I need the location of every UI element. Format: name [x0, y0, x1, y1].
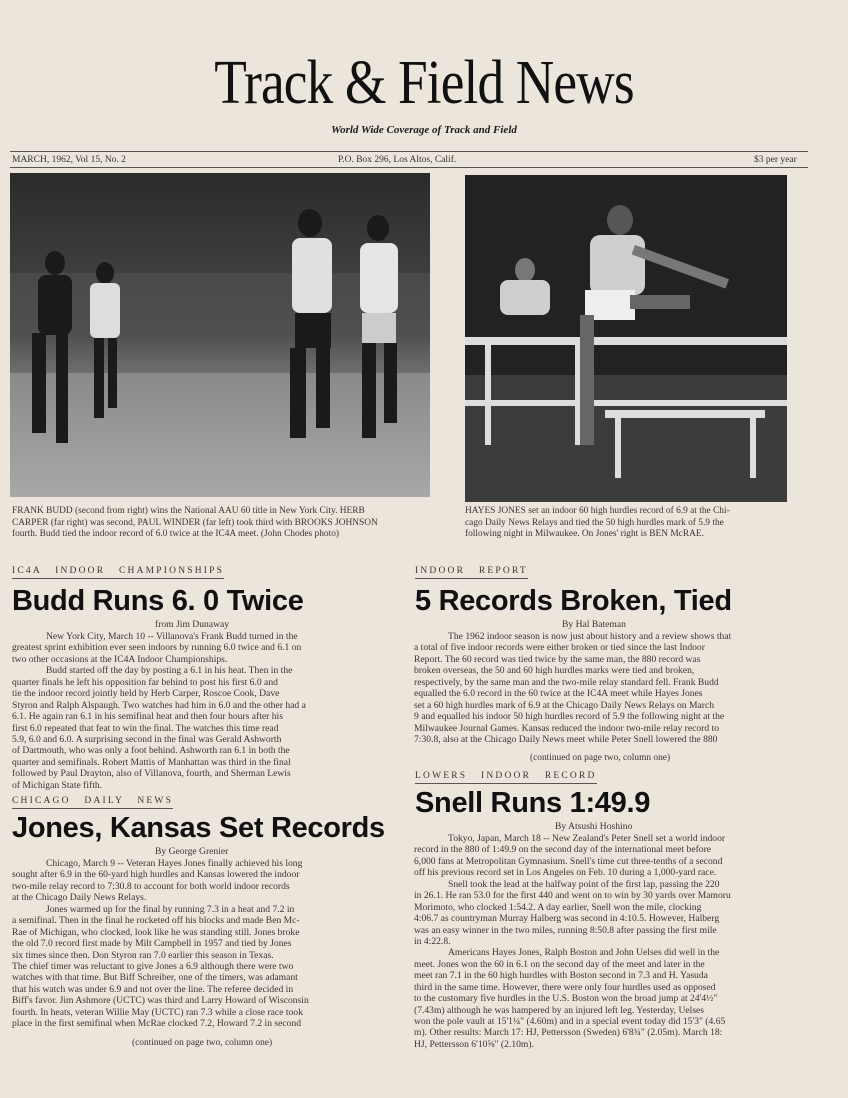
body-line: HJ, Pettersson 6'10⅝" (2.10m).: [414, 1038, 534, 1050]
caption-line: FRANK BUDD (second from right) wins the National AAU 60 title in New York City. HERB: [12, 506, 365, 516]
body-line: third in the same time. However, there were only four hurdles used as opposed: [414, 981, 716, 993]
body-line: Report. The 60 record was tied twice by the same man, the 880 record was: [414, 653, 701, 665]
body-line: fourth. In heats, veteran Willie May (UCTC) ran 7.3 while a close race took: [12, 1006, 303, 1018]
body-line: a total of five indoor records were either broken or tied since the last Indoor: [414, 642, 705, 654]
body-line: Styron and Ralph Alspaugh. Two watches had him in 6.0 and the other had a: [12, 699, 306, 711]
body-line: two other occasions at the IC4A Indoor Championships.: [12, 653, 228, 665]
body-line: was an easy winner in the two miles, running 8:50.8 after passing the first mile: [414, 924, 717, 936]
body-line: of Dartmouth, who was only a foot behind. Ashworth ran 6.1 in both the: [12, 745, 290, 757]
body-line: Chicago, March 9 -- Veteran Hayes Jones finally achieved his long: [46, 858, 303, 869]
body-line: 4:06.7 as countryman Murray Halberg was second in 4:10.5. However, Halberg: [414, 913, 720, 925]
article-kicker: CHICAGO DAILY NEWS: [12, 796, 173, 809]
sprint-photo-image: [10, 173, 430, 497]
continued-note: (continued on page two, column one): [132, 1038, 273, 1048]
left-photo-caption: [12, 506, 378, 541]
body-line: 5.9, 6.0 and 6.0. A surprising second in the final was Gerald Ashworth: [12, 733, 282, 745]
body-line: Jones warmed up for the final by running 7.3 in a heat and 7.2 in: [46, 903, 295, 915]
article-body: [12, 631, 306, 791]
body-line: followed by Paul Drayton, also of Villanova, fourth, and Sherman Lewis: [12, 768, 291, 780]
body-line: two-mile relay record to 7:30.8 to account for both world indoor records: [12, 880, 290, 892]
issue-info: MARCH, 1962, Vol 15, No. 2: [12, 155, 126, 165]
article-kicker: INDOOR REPORT: [415, 566, 528, 579]
article-byline: By George Grenier: [155, 846, 229, 857]
article-headline: Budd Runs 6. 0 Twice: [12, 585, 304, 617]
article-kicker: IC4A INDOOR CHAMPIONSHIPS: [12, 566, 224, 579]
body-line: first 6.0 repeated that feat to win the final. The watches this time read: [12, 722, 279, 734]
article-body: [414, 631, 731, 745]
body-line: won the pole vault at 15'1¼" (4.60m) and in a special event today did 15'3" (4.65: [414, 1016, 726, 1027]
caption-line: HAYES JONES set an indoor 60 high hurdles record of 6.9 at the Chi-: [465, 506, 730, 516]
body-line: tie the indoor record jointly held by Herb Carper, Roscoe Cook, Dave: [12, 688, 280, 700]
body-line: Morimoto, who clocked 1:54.2. A day earlier, Snell won the mile, clocking: [414, 901, 702, 913]
body-line: the old 7.0 record first made by Milt Campbell in 1957 and tied by Jones: [12, 938, 292, 950]
continued-note: (continued on page two, column one): [530, 753, 671, 763]
bottom-rule: [10, 167, 808, 168]
article-kicker: LOWERS INDOOR RECORD: [415, 771, 597, 784]
article-byline: By Atsushi Hoshino: [555, 821, 633, 832]
body-line: quarter and semifinals. Robert Mattis of Manhattan was third in the final: [12, 756, 291, 768]
price: $3 per year: [754, 155, 797, 165]
body-line: Tokyo, Japan, March 18 -- New Zealand's Peter Snell set a world indoor: [448, 833, 726, 844]
body-line: Biff's favor. Jim Ashmore (UCTC) was third and Larry Howard of Wisconsin: [12, 995, 309, 1007]
article-body: [414, 833, 731, 1050]
hurdles-photo-image: [465, 175, 787, 502]
caption-line: cago Daily News Relays and tied the 50 high hurdles mark of 5.9 the: [465, 517, 724, 528]
address: P.O. Box 296, Los Altos, Calif.: [338, 155, 457, 165]
body-line: 9 and equalled his indoor 50 high hurdles record of 5.9 the following night at the: [414, 711, 725, 723]
body-line: place in the first semifinal when McRae clocked 7.2, Howard 7.2 in second: [12, 1018, 302, 1030]
body-line: in 26.1. He ran 53.0 for the first 440 and went on to win by 30 yards over Mamoru: [414, 890, 731, 902]
article-headline: Snell Runs 1:49.9: [415, 787, 651, 819]
body-line: sought after 6.9 in the 60-yard high hurdles and Kansas lowered the indoor: [12, 869, 300, 881]
body-line: Snell took the lead at the halfway point of the first lap, passing the 220: [448, 878, 720, 890]
body-line: broken overseas, the 50 and 60 high hurdles marks were tied and broken,: [414, 665, 695, 677]
right-photo-caption: [465, 506, 730, 541]
article-byline: from Jim Dunaway: [155, 619, 230, 630]
body-line: watches with that time. But Biff Schreiber, one of the timers, was adamant: [12, 972, 298, 984]
body-line: at the Chicago Daily News Relays.: [12, 892, 147, 904]
article-headline: 5 Records Broken, Tied: [415, 585, 732, 617]
body-line: The chief timer was reluctant to give Jones a 6.9 although there were two: [12, 960, 294, 972]
body-line: record in the 880 of 1:49.9 on the second day of the international meet before: [414, 844, 712, 856]
body-line: m). Other results: March 17: HJ, Pettersson (Sweden) 6'8¾" (2.05m). March 18:: [414, 1027, 723, 1039]
body-line: Rae of Michigan, who clocked, look like he was standing still. Jones broke: [12, 926, 300, 938]
body-line: meet. Jones won the 60 in 6.1 on the second day of the meet and later in the: [414, 958, 705, 970]
article-body: [12, 858, 309, 1030]
caption-line: fourth. Budd tied the indoor record of 6.0 twice at the IC4A meet. (John Chodes photo): [12, 529, 340, 540]
body-line: of Michigan State fifth.: [12, 779, 103, 791]
body-line: that his watch was under 6.9 and not over the line. The referee decided in: [12, 983, 294, 995]
photo-sprint-finish: [10, 173, 430, 497]
top-rule: [10, 151, 808, 152]
masthead-tagline: World Wide Coverage of Track and Field: [331, 124, 517, 136]
body-line: set a 60 high hurdles mark of 6.9 at the Chicago Daily News Relays on March: [414, 699, 715, 711]
body-line: New York City, March 10 -- Villanova's Frank Budd turned in the: [46, 631, 298, 642]
body-line: a semifinal. Then in the final he rocketed off his blocks and made Ben Mc-: [12, 915, 300, 927]
body-line: to the customary five hurdles in the U.S. Boston won the broad jump at 24'4½": [414, 993, 718, 1005]
body-line: greatest sprint exhibition ever seen indoors by running 6.0 twice and 6.1 on: [12, 642, 302, 654]
body-line: six times since then. Don Styron ran 7.0 earlier this season in Texas.: [12, 949, 274, 961]
body-line: quarter finals he left his opposition far behind to post his first 6.0 and: [12, 676, 278, 688]
body-line: Americans Hayes Jones, Ralph Boston and John Uelses did well in the: [448, 947, 720, 959]
body-line: (7.43m) although he was hampered by an injured left leg. Yesterday, Uelses: [414, 1004, 705, 1016]
body-line: The 1962 indoor season is now just about history and a review shows that: [448, 631, 732, 642]
caption-line: following night in Milwaukee. On Jones' right is BEN McRAE.: [465, 529, 704, 540]
body-line: 6,000 fans at Metropolitan Gymnasium. Snell's time cut three-tenths of a second: [414, 855, 723, 867]
body-line: equalled the 6.0 record in the 60 twice at the IC4A meet while Hayes Jones: [414, 688, 703, 700]
body-line: Budd started off the day by posting a 6.1 in his heat. Then in the: [46, 665, 293, 677]
body-line: off his previous record set in Los Angeles on Feb. 10 during a 1,000-yard race.: [414, 867, 717, 879]
body-line: 7:30.8, also at the Chicago Daily News meet while Peter Snell lowered the 880: [414, 733, 718, 745]
article-byline: By Hal Bateman: [562, 619, 626, 630]
body-line: in 4:22.8.: [414, 935, 451, 947]
body-line: respectively, by the same man and the two-mile relay standard fell. Frank Budd: [414, 676, 719, 688]
article-headline: Jones, Kansas Set Records: [12, 812, 385, 844]
photo-hurdles: [465, 175, 787, 502]
caption-line: CARPER (far right) was second, PAUL WINDER (far left) took third with BROOKS JOHNSON: [12, 517, 378, 528]
masthead-title: Track & Field News: [214, 49, 634, 117]
body-line: Milwaukee Journal Games. Kansas reduced the indoor two-mile relay record to: [414, 722, 720, 734]
body-line: meet ran 7.1 in the 60 high hurdles with Boston second in 7.3 and H. Yasuda: [414, 970, 708, 982]
body-line: 6.1. He again ran 6.1 in his semifinal heat and then four hours after his: [12, 711, 283, 723]
